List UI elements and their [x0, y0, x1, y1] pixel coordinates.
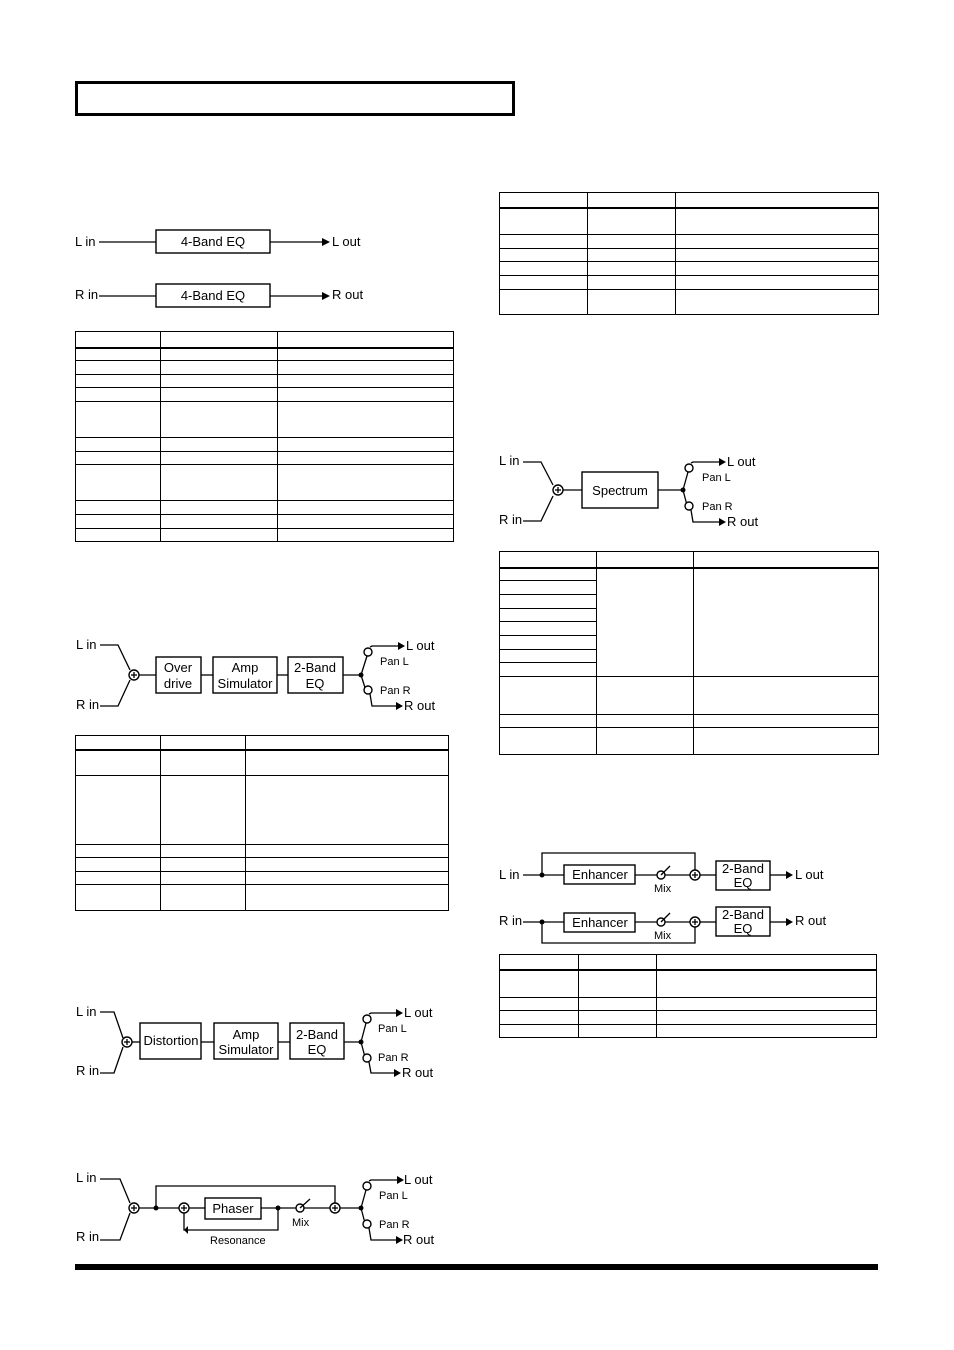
svg-text:Mix: Mix [292, 1217, 310, 1229]
spectrum-block-diagram [499, 453, 758, 529]
svg-text:Pan L: Pan L [379, 1190, 408, 1202]
phaser-block-diagram [76, 1170, 434, 1247]
svg-text:Pan L: Pan L [378, 1023, 407, 1035]
svg-text:L out: L out [404, 1005, 433, 1020]
svg-text:Pan L: Pan L [380, 656, 409, 668]
svg-text:Simulator: Simulator [218, 1042, 274, 1057]
enhancer-parameter-table [499, 954, 877, 1038]
svg-text:Simulator: Simulator [217, 676, 273, 691]
r-out-label: R out [332, 287, 364, 302]
svg-text:L in: L in [76, 1004, 97, 1019]
svg-text:2-Band: 2-Band [294, 660, 336, 675]
svg-text:Amp: Amp [232, 1027, 260, 1042]
svg-text:Pan R: Pan R [378, 1052, 409, 1064]
svg-text:L in: L in [499, 453, 520, 468]
enhancer-block-diagram [499, 853, 826, 943]
svg-text:2-Band: 2-Band [722, 907, 764, 922]
svg-text:Over: Over [163, 660, 193, 675]
svg-text:drive: drive [163, 676, 193, 691]
svg-text:Pan L: Pan L [702, 472, 731, 484]
svg-text:2-Band: 2-Band [722, 861, 764, 876]
svg-text:Pan R: Pan R [380, 685, 411, 697]
svg-text:Mix: Mix [654, 883, 672, 895]
top-right-parameter-table [499, 192, 879, 315]
svg-text:L in: L in [76, 1170, 97, 1185]
svg-text:R out: R out [402, 1065, 434, 1080]
svg-text:EQ: EQ [733, 875, 753, 890]
svg-text:Amp: Amp [231, 660, 259, 675]
eq-block-r-label: 4-Band EQ [180, 288, 246, 303]
svg-text:R in: R in [76, 1063, 100, 1078]
svg-text:Pan R: Pan R [702, 501, 733, 513]
svg-text:R out: R out [404, 698, 436, 713]
od-l-in: L in [76, 637, 97, 652]
footer-rule [75, 1264, 878, 1270]
overdrive-parameter-table [75, 735, 449, 911]
od-r-in: R in [76, 697, 100, 712]
svg-text:Enhancer: Enhancer [572, 915, 628, 930]
svg-text:Resonance: Resonance [210, 1235, 266, 1247]
svg-text:Mix: Mix [654, 930, 672, 942]
svg-text:2-Band: 2-Band [296, 1027, 338, 1042]
svg-text:EQ: EQ [733, 921, 753, 936]
svg-text:L out: L out [406, 638, 435, 653]
svg-text:L out: L out [404, 1172, 433, 1187]
svg-text:R out: R out [727, 514, 759, 529]
svg-text:L out: L out [727, 454, 756, 469]
svg-text:R in: R in [499, 913, 523, 928]
svg-text:L out: L out [795, 867, 824, 882]
overdrive-block-diagram [76, 637, 435, 713]
od-pan-l-icon [364, 648, 372, 656]
svg-text:EQ: EQ [307, 1042, 327, 1057]
l-in-label: L in [75, 234, 96, 249]
svg-text:Distortion: Distortion [143, 1033, 199, 1048]
svg-text:Pan R: Pan R [379, 1219, 410, 1231]
od-pan-r-icon [364, 686, 372, 694]
svg-text:EQ: EQ [305, 676, 325, 691]
svg-text:R out: R out [795, 913, 827, 928]
svg-text:Phaser: Phaser [212, 1201, 254, 1216]
svg-text:R in: R in [499, 512, 523, 527]
eq-block-l-label: 4-Band EQ [180, 234, 246, 249]
svg-text:R out: R out [403, 1232, 435, 1247]
distortion-block-diagram [76, 1004, 433, 1080]
r-in-label: R in [75, 287, 99, 302]
spectrum-parameter-table [499, 551, 879, 755]
svg-text:Spectrum: Spectrum [592, 483, 648, 498]
eq-parameter-table [75, 331, 454, 542]
svg-text:Enhancer: Enhancer [572, 867, 628, 882]
l-out-label: L out [332, 234, 361, 249]
svg-text:L in: L in [499, 867, 520, 882]
svg-text:R in: R in [76, 1229, 100, 1244]
